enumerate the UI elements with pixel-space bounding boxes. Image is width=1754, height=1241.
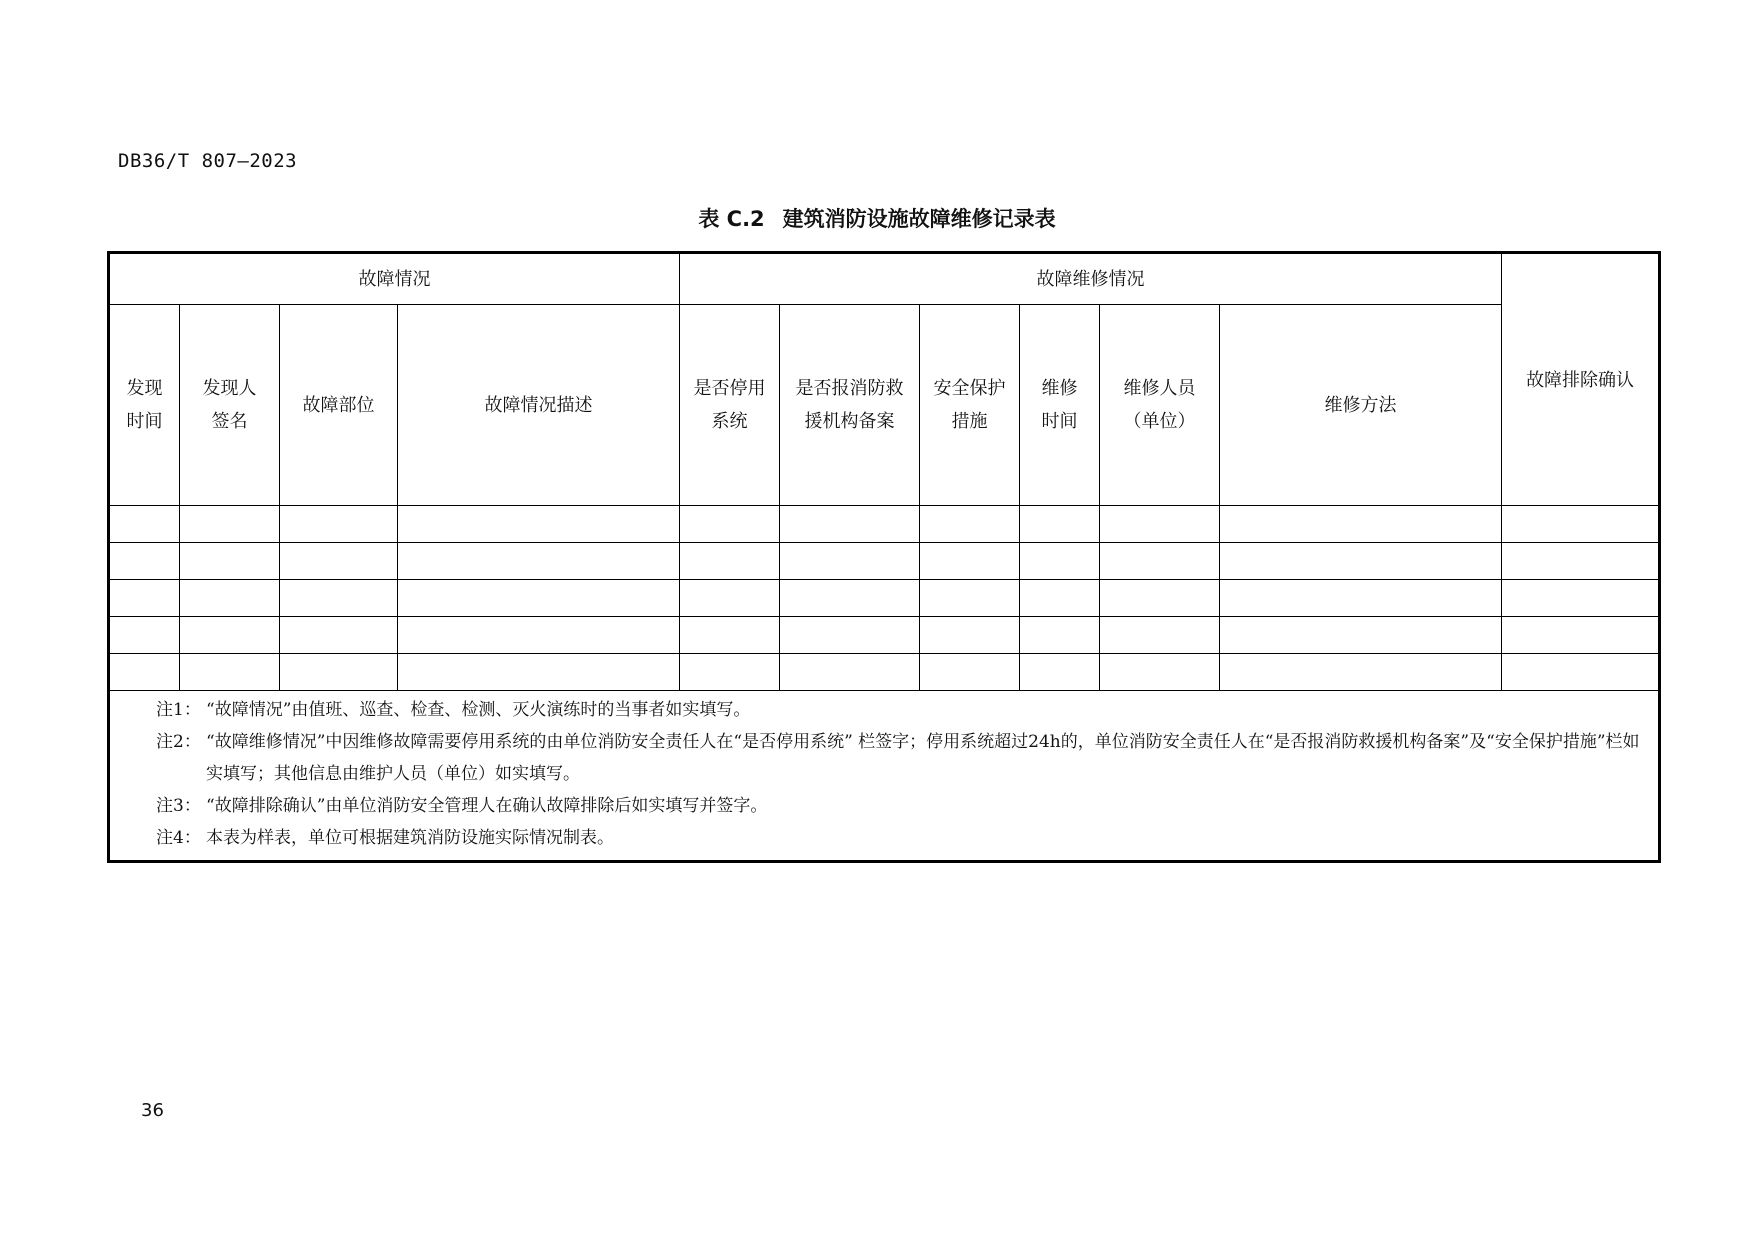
- column-header-discoverer-signature: 发现人 签名: [180, 305, 280, 506]
- note-label: 注2：: [156, 732, 201, 752]
- table-title-text: 建筑消防设施故障维修记录表: [782, 207, 1056, 231]
- group-header-repair: 故障维修情况: [680, 253, 1502, 305]
- note-3: [156, 790, 1648, 822]
- column-header-repair-method: 维修方法: [1220, 305, 1502, 506]
- note-label: 注1：: [156, 700, 201, 720]
- note-text: “故障排除确认”由单位消防安全管理人在确认故障排除后如实填写并签字。: [206, 796, 768, 816]
- notes-cell: [109, 691, 1660, 862]
- table-row: [109, 580, 1660, 617]
- group-header-row: [109, 253, 1660, 305]
- column-header-repair-time: 维修 时间: [1020, 305, 1100, 506]
- column-header-discovery-time: 发现 时间: [109, 305, 180, 506]
- document-code: DB36/T 807—2023: [118, 150, 298, 172]
- note-label: 注4：: [156, 828, 201, 848]
- column-header-fire-rescue-filing: 是否报消防救 援机构备案: [780, 305, 920, 506]
- table-row: [109, 654, 1660, 691]
- page-number: 36: [141, 1100, 164, 1121]
- table-row: [109, 506, 1660, 543]
- table-title: [0, 203, 1754, 233]
- note-2: [156, 726, 1648, 790]
- table-number: 表 C.2: [698, 207, 765, 231]
- table-row: [109, 543, 1660, 580]
- column-header-confirm: 故障排除确认: [1502, 253, 1660, 506]
- note-text: “故障情况”由值班、巡查、检查、检测、灭火演练时的当事者如实填写。: [206, 700, 751, 720]
- column-header-safety-measures: 安全保护 措施: [920, 305, 1020, 506]
- note-text: 本表为样表，单位可根据建筑消防设施实际情况制表。: [206, 828, 614, 848]
- column-header-repair-personnel: 维修人员 （单位）: [1100, 305, 1220, 506]
- note-text: “故障维修情况”中因维修故障需要停用系统的由单位消防安全责任人在“是否停用系统” 栏签字；停用系统超过24h的，单位消防安全责任人在“是否报消防救援机构备案”及“安全保护措施”栏如实填写；其他信息由维护人员（单位）如实填写。: [206, 732, 1640, 784]
- notes-row: [109, 691, 1660, 862]
- note-1: [156, 694, 1648, 726]
- column-header-system-disabled: 是否停用 系统: [680, 305, 780, 506]
- note-label: 注3：: [156, 796, 201, 816]
- group-header-fault: 故障情况: [109, 253, 680, 305]
- table-row: [109, 617, 1660, 654]
- column-header-fault-location: 故障部位: [280, 305, 398, 506]
- fault-repair-record-table: [107, 251, 1661, 863]
- column-header-fault-description: 故障情况描述: [398, 305, 680, 506]
- column-header-row: [109, 305, 1660, 506]
- note-4: [156, 822, 1648, 854]
